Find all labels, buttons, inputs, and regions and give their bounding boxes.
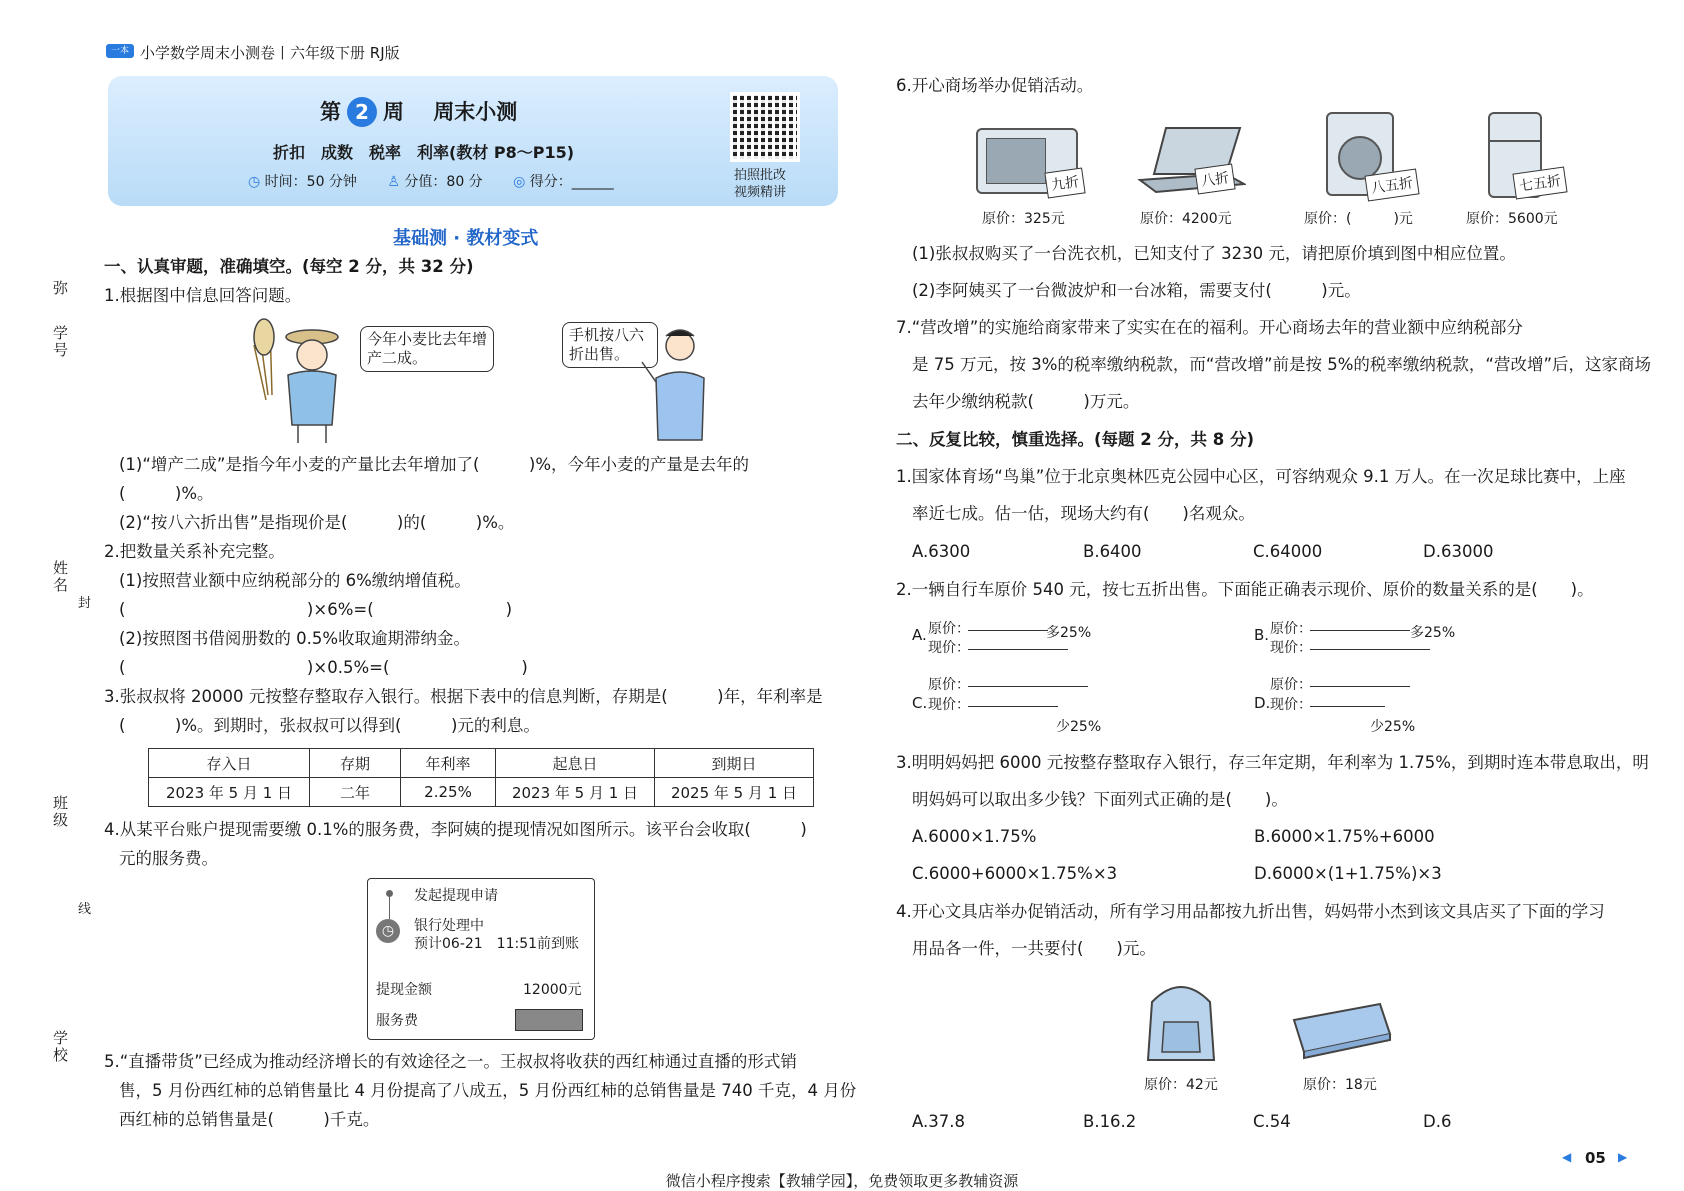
topics: 折扣 成数 税率 利率(教材 P8～P15) [273, 143, 575, 162]
side-label-mi: 弥 [51, 280, 69, 297]
info-row [248, 171, 614, 191]
qr-code-icon[interactable] [730, 92, 800, 162]
test-title: 周末小测 [433, 100, 518, 124]
table-row [149, 778, 814, 807]
c2-c-orig-bar [968, 686, 1088, 687]
c2-option-a-letter[interactable]: A. [912, 626, 927, 644]
q6-2: (2)李阿姨买了一台微波炉和一台冰箱，需要支付( )元。 [912, 281, 1361, 300]
q3-line1: 3.张叔叔将 20000 元按整存整取存入银行。根据下表中的信息判断，存期是( )年，年利率是 [104, 687, 823, 706]
c4-option-a[interactable]: A.37.8 [912, 1112, 965, 1131]
week-prefix: 第 [320, 100, 341, 124]
c2-d-less-label: 少25% [1370, 719, 1416, 735]
c2-a-now-label: 现价： [928, 640, 970, 656]
q5-line3: 西红柿的总销售量是( )千克。 [119, 1110, 380, 1129]
c4-line2: 用品各一件，一共要付( )元。 [912, 939, 1156, 958]
q5-line1: 5.“直播带货”已经成为推动经济增长的有效途径之一。王叔叔将收获的西红柿通过直播的形式销 [104, 1052, 797, 1071]
c4-option-d[interactable]: D.6 [1423, 1112, 1452, 1131]
c2-d-now-label: 现价： [1270, 697, 1312, 713]
c4-line1: 4.开心文具店举办促销活动，所有学习用品都按九折出售，妈妈带小杰到该文具店买了下面的学习 [896, 902, 1605, 921]
appliance-price: 原价：325元 [982, 211, 1065, 227]
side-label-name: 姓名 [51, 560, 69, 594]
week-suffix: 周 [383, 100, 404, 124]
c3-line1: 3.明明妈妈把 6000 元按整存整取存入银行，存三年定期，年利率为 1.75%，到期时连本带息取出，明 [896, 753, 1649, 772]
c2-text: 2.一辆自行车原价 540 元，按七五折出售。下面能正确表示现价、原价的数量关系的是( )。 [896, 580, 1594, 599]
c2-b-now-bar [1310, 649, 1430, 650]
amount-value: 12000元 [523, 982, 582, 998]
table-cell: 2023 年 5 月 1 日 [496, 778, 655, 807]
qr-caption-1: 拍照批改 [734, 168, 787, 183]
appliance-price: 原价：( )元 [1304, 211, 1413, 227]
score-info: 分值：80 分 [404, 174, 483, 190]
q4-line2: 元的服务费。 [119, 849, 218, 868]
c1-line1: 1.国家体育场“鸟巢”位于北京奥林匹克公园中心区，可容纳观众 9.1 万人。在一次足球比赛中，上座 [896, 467, 1626, 486]
price-tag: 九折 [1044, 167, 1085, 198]
c1-option-a[interactable]: A.6300 [912, 542, 971, 561]
step1-label: 发起提现申请 [414, 888, 498, 904]
table-header-row [149, 749, 814, 778]
q4-line1: 4.从某平台账户提现需要缴 0.1%的服务费，李阿姨的提现情况如图所示。该平台会收取( ) [104, 820, 807, 839]
q2-1-formula: ( )×6%=( ) [119, 600, 513, 619]
table-cell: 2023 年 5 月 1 日 [149, 778, 310, 807]
q5-line2: 售，5 月份西红柿的总销售量比 4 月份提高了八成五，5 月份西红柿的总销售量是 740 千克，4 月份 [119, 1081, 857, 1100]
prev-page-icon[interactable]: ◀ [1562, 1150, 1572, 1164]
qr-caption-2: 视频精讲 [734, 185, 787, 200]
c3-option-d[interactable]: D.6000×(1+1.75%)×3 [1254, 864, 1442, 883]
c3-option-a[interactable]: A.6000×1.75% [912, 827, 1037, 846]
farmer-illustration [240, 315, 360, 443]
c2-a-now-bar [968, 649, 1068, 650]
c2-option-d-letter[interactable]: D. [1254, 694, 1271, 712]
c4-option-c[interactable]: C.54 [1253, 1112, 1291, 1131]
c2-c-now-bar [968, 706, 1058, 707]
brand-logo: 一本 [106, 44, 134, 58]
got-info: 得分：______ [529, 174, 614, 190]
c1-option-b[interactable]: B.6400 [1083, 542, 1142, 561]
q6-text: 6.开心商场举办促销活动。 [896, 76, 1094, 95]
side-label-xian: 线 [78, 902, 92, 917]
c2-b-orig-bar [1310, 630, 1410, 631]
deposit-table [148, 748, 814, 807]
c4-option-b[interactable]: B.16.2 [1083, 1112, 1137, 1131]
q3-line2: ( )%。到期时，张叔叔可以得到( )元的利息。 [119, 716, 540, 735]
fridge-divider [1490, 140, 1540, 142]
c2-a-more-label: 多25% [1046, 625, 1092, 641]
side-label-student-number: 学号 [51, 325, 69, 359]
man-illustration [640, 322, 720, 444]
c1-option-d[interactable]: D.63000 [1423, 542, 1494, 561]
step2-label: 银行处理中 [414, 918, 484, 934]
price-tag: 八折 [1194, 163, 1235, 194]
c2-c-orig-label: 原价： [928, 677, 970, 693]
table-header: 到期日 [655, 749, 814, 778]
appliance-price: 原价：5600元 [1466, 211, 1558, 227]
fee-label: 服务费 [376, 1013, 418, 1029]
appliance-price: 原价：4200元 [1140, 211, 1232, 227]
c2-option-b-letter[interactable]: B. [1254, 626, 1270, 644]
price-tag: 八五折 [1364, 169, 1419, 202]
target-icon: ◎ [513, 174, 526, 190]
time-info: 时间：50 分钟 [264, 174, 357, 190]
farmer-speech-bubble: 今年小麦比去年增产二成。 [360, 326, 494, 372]
c2-option-c-letter[interactable]: C. [912, 694, 928, 712]
table-cell: 2025 年 5 月 1 日 [655, 778, 814, 807]
withdrawal-panel [367, 878, 595, 1040]
side-label-class: 班级 [51, 795, 69, 829]
q1-1-line2: ( )%。 [119, 484, 214, 503]
c2-b-orig-label: 原价： [1270, 621, 1312, 637]
q2-2: (2)按照图书借阅册数的 0.5%收取逾期滞纳金。 [119, 629, 471, 648]
table-header: 存期 [310, 749, 401, 778]
week-title [320, 96, 517, 127]
c1-option-c[interactable]: C.64000 [1253, 542, 1323, 561]
page-number: 05 [1585, 1149, 1606, 1167]
table-header: 起息日 [496, 749, 655, 778]
series-title: 小学数学周末小测卷丨六年级下册 RJ版 [140, 44, 400, 62]
step2-sub: 预计06-21 11:51前到账 [414, 936, 580, 952]
step-dot-icon [386, 890, 393, 897]
bag-price: 原价：42元 [1144, 1077, 1218, 1093]
c2-c-now-label: 现价： [928, 697, 970, 713]
step-connector [389, 897, 390, 919]
q1-text: 1.根据图中信息回答问题。 [104, 286, 302, 305]
c3-line2: 明妈妈可以取出多少钱？下面列式正确的是( )。 [912, 790, 1288, 809]
q7-line1: 7.“营改增”的实施给商家带来了实实在在的福利。开心商场去年的营业额中应纳税部分 [896, 318, 1523, 337]
q2-2-formula: ( )×0.5%=( ) [119, 658, 528, 677]
amount-label: 提现金额 [376, 982, 432, 998]
c2-d-orig-label: 原价： [1270, 677, 1312, 693]
box-price: 原价：18元 [1303, 1077, 1377, 1093]
section-title: 基础测 · 教材变式 [393, 228, 539, 249]
c3-option-c[interactable]: C.6000+6000×1.75%×3 [912, 864, 1118, 883]
q7-line3: 去年少缴纳税款( )万元。 [912, 392, 1140, 411]
q2-1: (1)按照营业额中应纳税部分的 6%缴纳增值税。 [119, 571, 471, 590]
q1-1-line1: (1)“增产二成”是指今年小麦的产量比去年增加了( )%，今年小麦的产量是去年的 [119, 455, 750, 474]
table-cell: 二年 [310, 778, 401, 807]
c1-line2: 率近七成。估一估，现场大约有( )名观众。 [912, 504, 1255, 523]
c2-a-orig-bar [968, 630, 1048, 631]
price-tag: 七五折 [1512, 167, 1567, 200]
c2-d-orig-bar [1310, 686, 1410, 687]
c2-d-now-bar [1310, 706, 1385, 707]
man-speech-bubble: 手机按八六折出售。 [562, 322, 658, 368]
footer-note: 微信小程序搜索【教辅学园】，免费领取更多教辅资源 [665, 1172, 1019, 1190]
pencil-box-icon [1290, 1000, 1394, 1060]
c2-c-less-label: 少25% [1056, 719, 1102, 735]
c2-b-now-label: 现价： [1270, 640, 1312, 656]
part2-heading: 二、反复比较，慎重选择。(每题 2 分，共 8 分) [896, 430, 1255, 449]
table-header: 存入日 [149, 749, 310, 778]
backpack-icon [1138, 972, 1224, 1066]
q1-2: (2)“按八六折出售”是指现价是( )的( )%。 [119, 513, 515, 532]
c2-a-orig-label: 原价： [928, 621, 970, 637]
clock-icon: ◷ [376, 919, 400, 943]
week-number: 2 [347, 97, 377, 127]
fee-hidden-box [515, 1009, 583, 1031]
table-cell: 2.25% [401, 778, 496, 807]
q6-1: (1)张叔叔购买了一台洗衣机，已知支付了 3230 元，请把原价填到图中相应位置。 [912, 244, 1516, 263]
person-icon: ♙ [387, 174, 400, 190]
q7-line2: 是 75 万元，按 3%的税率缴纳税款，而“营改增”前是按 5%的税率缴纳税款，“营改增”后，这家商场 [912, 355, 1652, 374]
next-page-icon[interactable]: ▶ [1618, 1150, 1628, 1164]
clock-icon: ◷ [248, 174, 261, 190]
microwave-door [986, 138, 1046, 184]
c3-option-b[interactable]: B.6000×1.75%+6000 [1254, 827, 1435, 846]
c2-b-more-label: 多25% [1410, 625, 1456, 641]
side-label-school: 学校 [51, 1030, 69, 1064]
side-label-feng: 封 [78, 596, 92, 611]
table-header: 年利率 [401, 749, 496, 778]
part1-heading: 一、认真审题，准确填空。(每空 2 分，共 32 分) [104, 257, 474, 276]
q2-text: 2.把数量关系补充完整。 [104, 542, 285, 561]
